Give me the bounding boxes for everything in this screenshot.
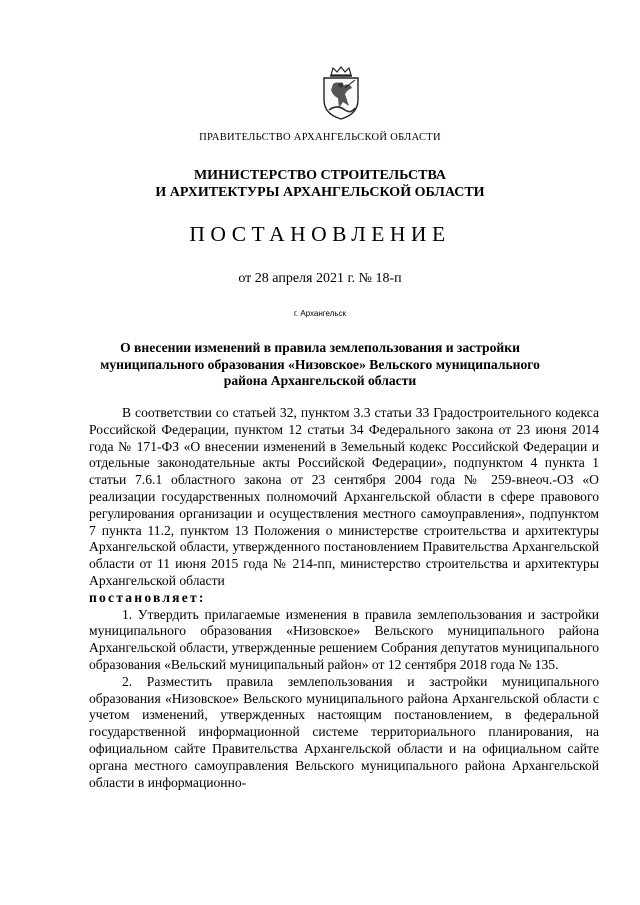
coat-of-arms-icon [319, 66, 363, 120]
city-name: г. Архангельск [293, 309, 347, 318]
preamble-paragraph: В соответствии со статьей 32, пунктом 3.3 статьи 33 Градостроительного кодекса Российской Федерации, пунктом 12 статьи 34 Федерального закона от 23 июня 2014 года № 171-ФЗ «О внесении изменений в Земельный кодекс Российской Федерации и отдельные законодательные акты Российской Федерации», подпунктом 4 пункта 1 статьи 7.6.1 областного закона от 23 сентября 2004 года № 259-внеоч.-ОЗ «О реализации государственных полномочий Архангельской области в сфере правового регулирования организации и осуществления местного самоуправления», подпунктом 7 пункта 11.2, пунктом 13 Положения о министерстве строительства и архитектуры Архангельской области, утвержденного постановлением Правительства Архангельской области от 11 июня 2015 года № 214-пп, министерство строительства и архитектуры Архангельской области [89, 405, 599, 588]
ministry-line-2: И АРХИТЕКТУРЫ АРХАНГЕЛЬСКОЙ ОБЛАСТИ [155, 185, 485, 200]
document-subject: О внесении изменений в правила землепользования и застройки муниципального образования «Низовское» Вельского муниципального района Архангельской области [100, 340, 540, 388]
ministry-name [0, 167, 640, 201]
government-name: ПРАВИТЕЛЬСТВО АРХАНГЕЛЬСКОЙ ОБЛАСТИ [199, 132, 441, 143]
document-type-title: ПОСТАНОВЛЕНИЕ [189, 222, 451, 246]
ministry-line-1: МИНИСТЕРСТВО СТРОИТЕЛЬСТВА [193, 168, 447, 183]
item-1-paragraph: 1. Утвердить прилагаемые изменения в правила землепользования и застройки муниципального образования «Низовское» Вельского муниципального района Архангельской области, утвержденные решением Собрания депутатов муниципального образования «Вельский муниципальный район» от 12 сентября 2018 года № 135. [89, 606, 599, 672]
document-body [89, 405, 599, 791]
item-2-paragraph: 2. Разместить правила землепользования и застройки муниципального образования «Низовское» Вельского муниципального района Архангельской области с учетом изменений, утвержденных настоящим постановлением, в федеральной государственной информационной системе территориального планирования, на официальном сайте Правительства Архангельской области и на официальном сайте органа местного самоуправления Вельского муниципального района Архангельской области в информационно- [89, 673, 599, 790]
date-and-number: от 28 апреля 2021 г. № 18-п [238, 271, 402, 286]
resolves-word: постановляет: [89, 589, 206, 605]
